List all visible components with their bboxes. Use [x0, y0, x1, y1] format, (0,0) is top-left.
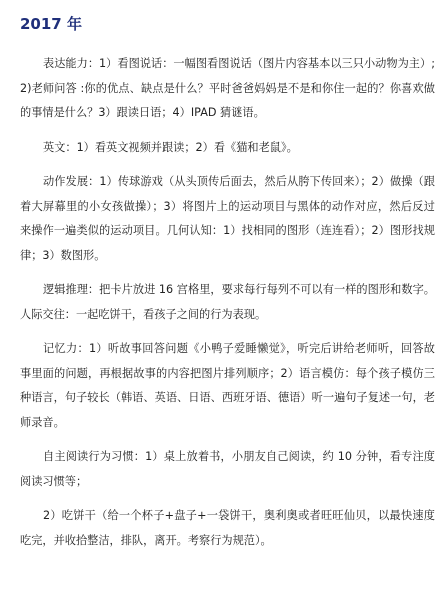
paragraph-logic-social: 逻辑推理：把卡片放进 16 宫格里，要求每行每列不可以有一样的图形和数字。人际交往：一起吃饼干，看孩子之间的行为表现。 [20, 283, 435, 321]
paragraph-memory: 记忆力：1）听故事回答问题《小鸭子爱睡懒觉》，听完后讲给老师听，回答故事里面的问题，再根据故事的内容把图片排列顺序；2）语言模仿：每个孩子模仿三种语言，句子较长（韩语、英语、日语、西班牙语、德语）听一遍句子复述一句，老师录音。 [20, 342, 435, 429]
paragraph-english: 英文：1）看英文视频并跟读；2）看《猫和老鼠》。 [43, 140, 298, 154]
paragraph-expression: 表达能力：1）看图说话：一幅图看图说话（图片内容基本以三只小动物为主）;2)老师问答 :你的优点、缺点是什么？平时爸爸妈妈是不是和你住一起的？你喜欢做的事情是什么？3）跟读日语；4）IPAD 猜谜语。 [20, 57, 435, 119]
paragraph-biscuit-behavior: 2）吃饼干（给一个杯子+盘子+一袋饼干，奥利奥或者旺旺仙贝，以最快速度吃完，并收拾整洁，排队，离开。考察行为规范）。 [20, 509, 435, 547]
year-heading: 2017 年 [20, 15, 82, 33]
paragraph-motor-geometry: 动作发展：1）传球游戏（从头顶传后面去，然后从胯下传回来）；2）做操（跟着大屏幕里的小女孩做操）；3）将图片上的运动项目与黑体的动作对应，然后反过来操作一遍类似的运动项目。几何认知：1）找相同的图形（连连看）；2）图形找规律；3）数图形。 [20, 175, 435, 262]
paragraph-reading-habit: 自主阅读行为习惯：1）桌上放着书，小朋友自己阅读，约 10 分钟，看专注度阅读习惯等； [20, 450, 435, 488]
